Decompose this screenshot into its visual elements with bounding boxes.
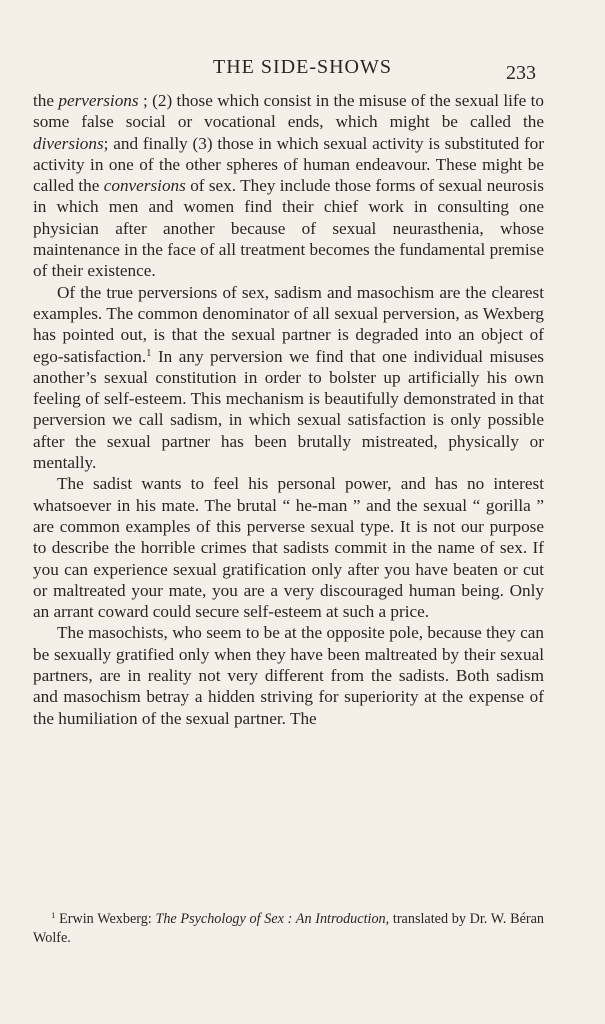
text-run: ; (2) those which consist in the misuse of the sexual life to some false social or vocational ends, which might be called the <box>33 91 545 132</box>
paragraph-2 <box>33 282 544 474</box>
footnote-text <box>33 910 544 947</box>
text-run: , translated by Dr. W. Béran Wolfe. <box>33 911 544 946</box>
paragraph-3: The sadist wants to feel his personal power, and has no interest whatsoever in his mate. The brutal “ he-man ” and the sexual “ gorilla ” are common examples of this perverse sexual type. It is not our purpose to describe the horrible crimes that sadists commit in the name of sex. If you can experience sexual gratification only after you have beaten or cut or maltreated your mate, you are a very discouraged human being. Only an arrant coward could secure self-esteem at such a price. <box>33 474 544 622</box>
text-run: Erwin Wexberg: <box>55 911 156 927</box>
footnote-reference: 1 <box>146 347 152 359</box>
footnote <box>33 910 544 947</box>
page-number: 233 <box>506 62 536 84</box>
text-run: of sex. They include those forms of sexual neurosis in which men and women find their chief work in consulting one physician after another because of sexual neurasthenia, whose maintenance in the face of all treatment becomes the fundamental premise of their existence. <box>33 176 544 281</box>
footnote-book-title: The Psychology of Sex : An Introduction <box>155 911 386 927</box>
italic-term-diversions: diversions <box>33 133 104 153</box>
text-run: Of the true perversions of sex, sadism and masochism are the clearest examples. The common denominator of all sexual perversion, as Wexberg has pointed out, is that the sexual partner is degraded into an object of ego-satisfaction. <box>33 282 544 366</box>
running-head <box>0 54 605 84</box>
body-text <box>33 90 544 729</box>
text-run: the <box>33 91 59 110</box>
paragraph-1 <box>33 90 544 282</box>
text-run: In any perversion we find that one individual misuses another’s sexual constitution in order to bolster up artificially his own feeling of self-esteem. This mechanism is beautifully demonstrated in that perversion we call sadism, in which sexual satisfaction is only possible after the sexual partner has been brutally mistreated, physically or mentally. <box>33 346 544 473</box>
italic-term-conversions: conversions <box>103 176 186 196</box>
italic-term-perversions: perversions <box>58 91 139 110</box>
footnote-marker: 1 <box>51 910 56 921</box>
text-run: ; and finally (3) those in which sexual activity is substituted for activity in one of the other spheres of human endeavour. These might be called the <box>33 133 544 196</box>
running-title: THE SIDE-SHOWS <box>213 56 392 78</box>
paragraph-4: The masochists, who seem to be at the opposite pole, because they can be sexually gratified only when they have been maltreated by their sexual partners, are in reality not very different from the sadists. Both sadism and masochism betray a hidden striving for superiority at the expense of the humiliation of the sexual partner. The <box>33 623 544 728</box>
